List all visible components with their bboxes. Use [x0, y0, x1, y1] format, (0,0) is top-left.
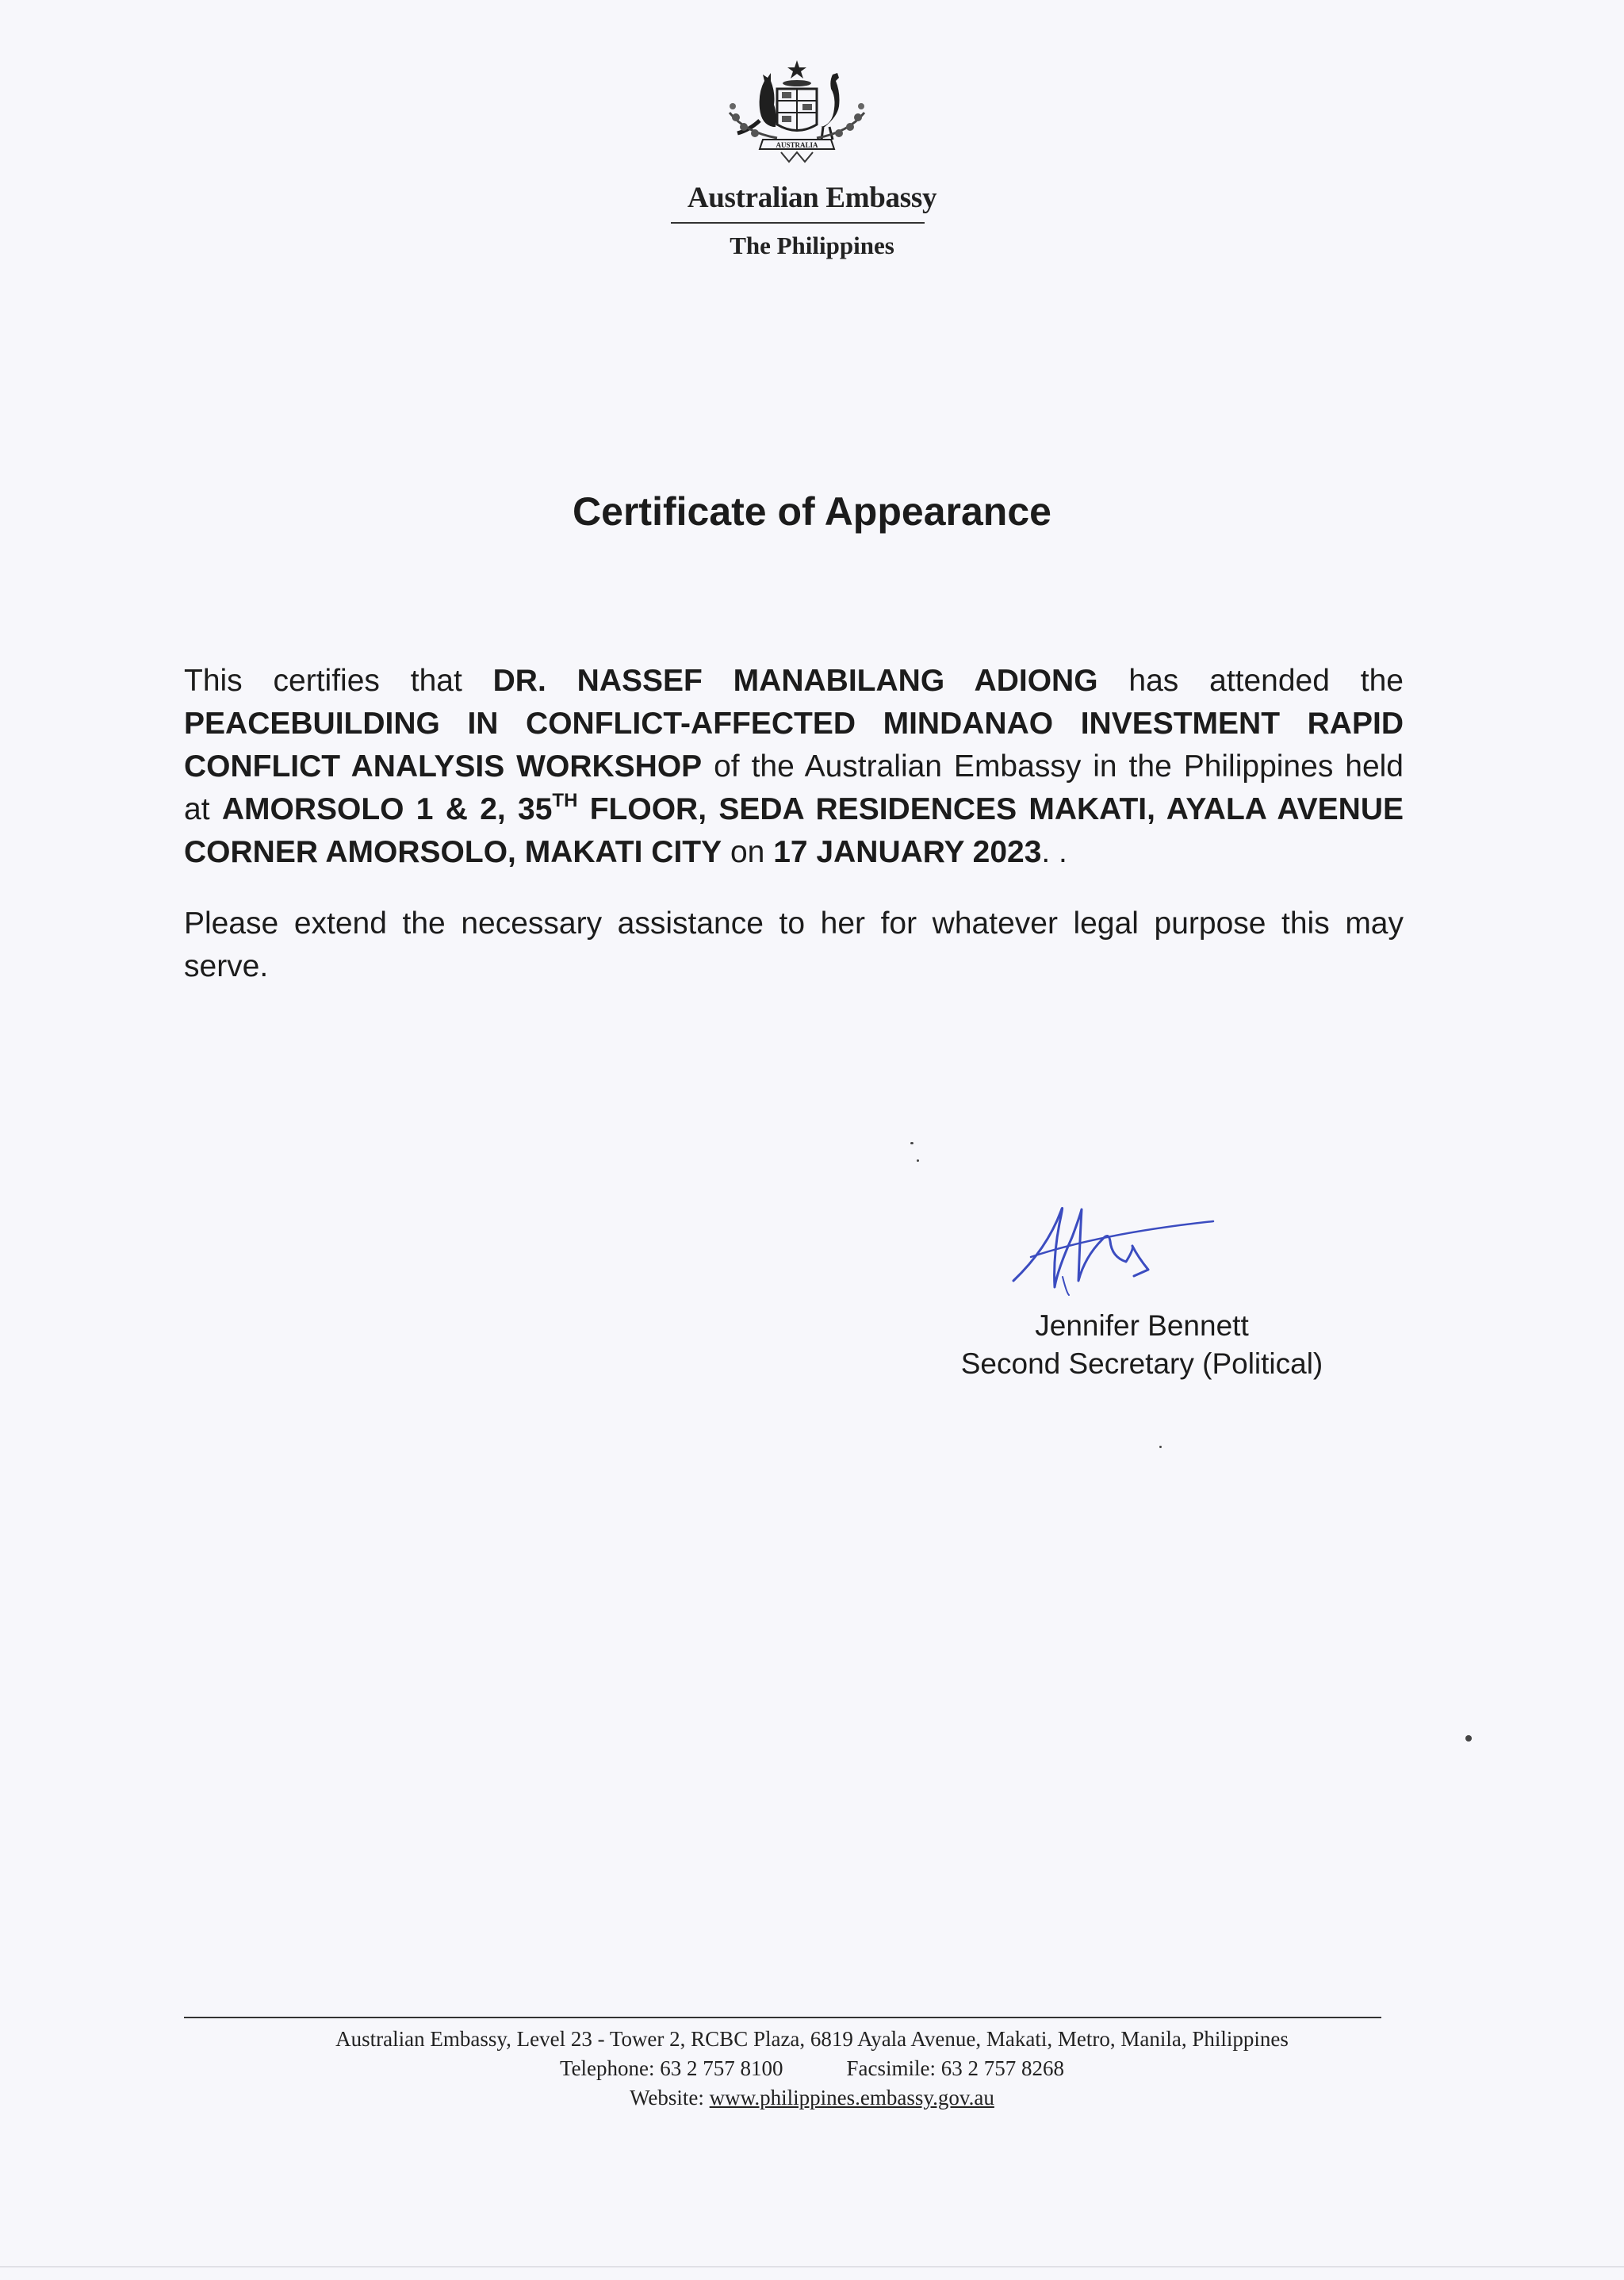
footer-facsimile: Facsimile: 63 2 757 8268	[846, 2056, 1065, 2080]
event-date: 17 JANUARY 2023	[773, 835, 1042, 869]
text-segment: on	[722, 835, 774, 869]
footer-website-label: Website:	[630, 2086, 710, 2109]
website-link[interactable]: www.philippines.embassy.gov.au	[709, 2086, 994, 2109]
footer-address: Australian Embassy, Level 23 - Tower 2, RCBC Plaza, 6819 Ayala Avenue, Makati, Metro, Manila, Philippines	[335, 2027, 1289, 2051]
document-title: Certificate of Appearance	[573, 489, 1051, 534]
text-segment: . .	[1041, 835, 1067, 869]
attendee-name: DR. NASSEF MANABILANG ADIONG	[492, 664, 1098, 698]
scan-speck	[1465, 1735, 1472, 1742]
coat-of-arms-crest	[714, 57, 880, 176]
handwritten-signature	[1007, 1194, 1221, 1297]
crest-motto: AUSTRALIA	[776, 141, 818, 149]
footer-telephone: Telephone: 63 2 757 8100	[559, 2056, 783, 2080]
embassy-name: Australian Embassy	[687, 182, 937, 214]
signatory-position: Second Secretary (Political)	[960, 1347, 1323, 1380]
scan-speck	[910, 1142, 914, 1144]
embassy-location: The Philippines	[730, 232, 894, 259]
text-segment: This certifies that	[184, 664, 493, 698]
text-segment: has attended the	[1097, 664, 1404, 698]
scan-speck	[1159, 1446, 1162, 1448]
signatory-name: Jennifer Bennett	[1035, 1309, 1249, 1342]
text-segment: of the Australian Embassy in the Philippines held at	[184, 749, 1404, 826]
venue-ordinal-suffix: TH	[552, 790, 578, 811]
event-name: PEACEBUILDING IN CONFLICT-AFFECTED MINDANAO INVESTMENT RAPID CONFLICT ANALYSIS WORKSHOP	[184, 707, 1404, 784]
assistance-paragraph: Please extend the necessary assistance to her for whatever legal purpose this may serve.	[184, 906, 1404, 983]
signatory-block	[920, 1307, 1364, 1383]
footer-contact	[0, 2025, 1624, 2113]
venue-part-a: AMORSOLO 1 & 2, 35	[221, 792, 553, 826]
footer-website	[0, 2083, 1624, 2113]
footer-phones	[0, 2054, 1624, 2083]
footer-divider	[184, 2017, 1381, 2018]
scan-speck	[917, 1159, 919, 1162]
letterhead-divider	[671, 222, 925, 224]
venue-part-b: FLOOR, SEDA RESIDENCES MAKATI, AYALA AVENUE CORNER AMORSOLO, MAKATI CITY	[184, 792, 1404, 869]
certification-paragraph	[184, 660, 1404, 874]
